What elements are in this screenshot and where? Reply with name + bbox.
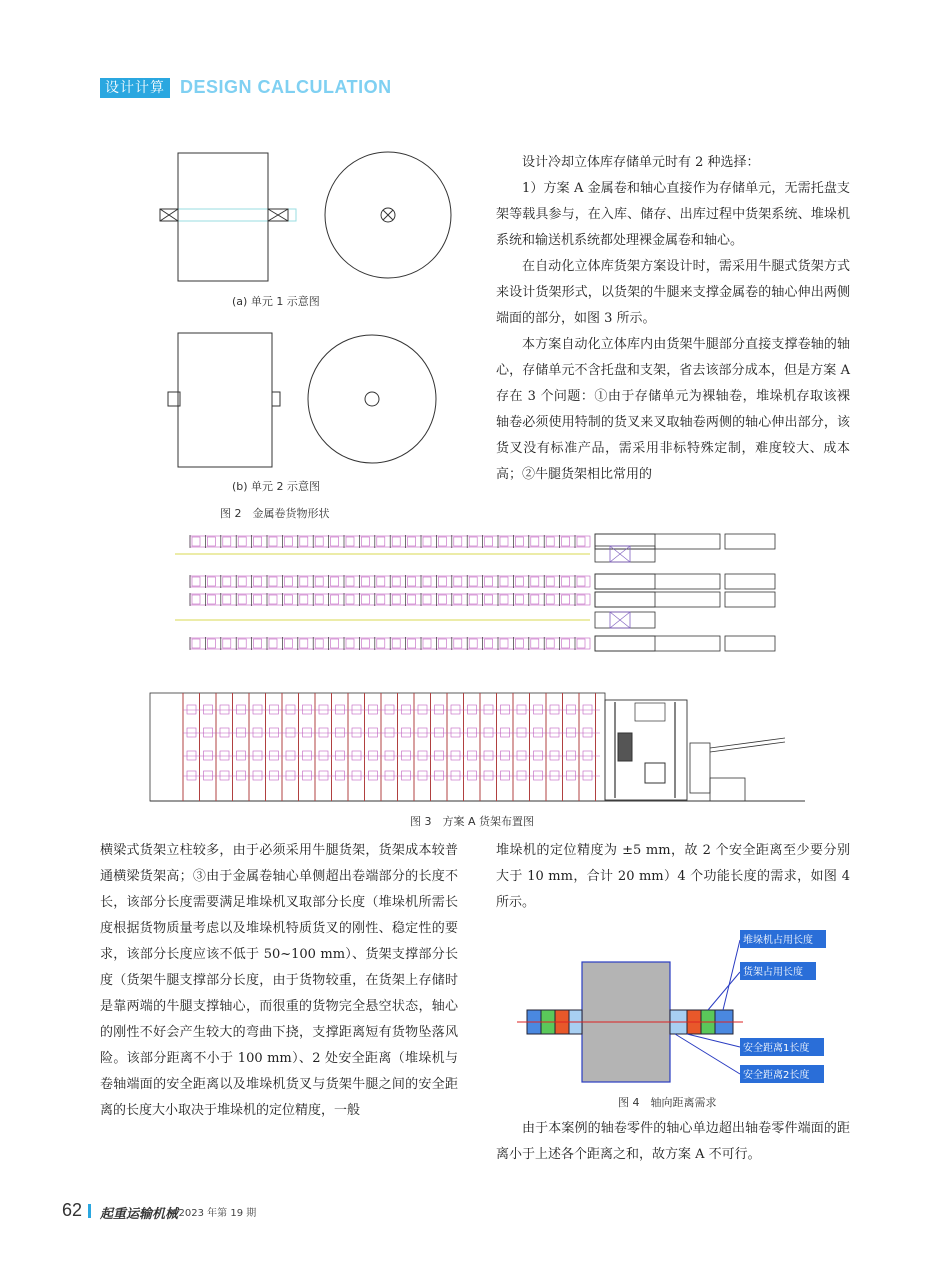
issue-info: / 2023 年第 19 期 bbox=[172, 1208, 257, 1219]
paragraph: 堆垛机的定位精度为 ±5 mm，故 2 个安全距离至少要分别大于 10 mm，合计 20 mm）4 个功能长度的需求，如图 4 所示。 bbox=[496, 843, 850, 910]
fig4-label-safety2: 安全距离2长度 bbox=[743, 1070, 810, 1081]
paragraph: 1）方案 A 金属卷和轴心直接作为存储单元，无需托盘支架等载具参与，在入库、储存、出库过程中货架系统、堆垛机系统和输送机系统都处理裸金属卷和轴心。 bbox=[496, 181, 850, 248]
right-column-bottom-2 bbox=[496, 1116, 850, 1168]
figure2b-caption: (b) 单元 2 示意图 bbox=[232, 480, 321, 493]
left-column-bottom bbox=[100, 838, 458, 1124]
figure2a-caption: (a) 单元 1 示意图 bbox=[232, 295, 320, 308]
fig4-label-stacker: 堆垛机占用长度 bbox=[743, 935, 813, 946]
right-column-bottom-1 bbox=[496, 838, 850, 916]
fig4-label-rack: 货架占用长度 bbox=[743, 967, 803, 978]
figure3-plan-view bbox=[170, 528, 780, 658]
paragraph: 横梁式货架立柱较多，由于必须采用牛腿货架，货架成本较普通横梁货架高；③由于金属卷轴心单侧超出卷端部分的长度不长，该部分长度需要满足堆垛机叉取部分长度（堆垛机所需长度根据货物质量考虑以及堆垛机特质货叉的刚性、稳定性的要求，该部分长度应该不低于 50~100 mm）、货架支撑部分长度（货架牛腿支撑部分长度，由于货物较重，在货架上存储时是靠两端的牛腿支撑轴心，而很重的货物完全悬空状态，轴心的刚性不好会产生较大的弯曲下挠，支撑距离短有货物坠落风险。该部分距离不小于 100 mm）、2 处安全距离（堆垛机与卷轴端面的安全距离以及堆垛机货叉与货架牛腿之间的安全距离的长度大小取决于堆垛机的定位精度，一般 bbox=[100, 843, 458, 1118]
figure4-caption: 图 4 轴向距离需求 bbox=[618, 1096, 717, 1109]
paragraph: 由于本案例的轴卷零件的轴心单边超出轴卷零件端面的距离小于上述各个距离之和，故方案 A 不可行。 bbox=[496, 1121, 850, 1162]
footer-divider bbox=[88, 1204, 91, 1218]
fig4-label-safety1: 安全距离1长度 bbox=[743, 1043, 810, 1054]
figure3-caption: 图 3 方案 A 货架布置图 bbox=[410, 815, 535, 828]
right-column-top bbox=[496, 150, 850, 488]
paragraph: 设计冷却立体库存储单元时有 2 种选择： bbox=[522, 155, 760, 170]
section-title-en: DESIGN CALCULATION bbox=[180, 77, 392, 97]
section-tag: 设计计算 bbox=[100, 78, 170, 98]
paragraph: 本方案自动化立体库内由货架牛腿部分直接支撑卷轴的轴心，存储单元不含托盘和支架，省去该部分成本，但是方案 A 存在 3 个问题：①由于存储单元为裸轴卷，堆垛机存取该裸轴卷必须使用特制的货叉来叉取轴卷两侧的轴心伸出部分，该货叉没有标准产品，需采用非标特殊定制，难度较大、成本高；②牛腿货架相比常用的 bbox=[496, 337, 850, 482]
figure2-caption: 图 2 金属卷货物形状 bbox=[220, 507, 330, 520]
figure2b-drawing bbox=[150, 328, 460, 476]
figure2a-drawing bbox=[150, 148, 460, 298]
page-number: 62 bbox=[62, 1200, 83, 1220]
journal-name: 起重运输机械 bbox=[100, 1207, 179, 1222]
figure3-elevation-view bbox=[145, 688, 810, 808]
paragraph: 在自动化立体库货架方案设计时，需采用牛腿式货架方式来设计货架形式，以货架的牛腿来支撑金属卷的轴心伸出两侧端面的部分，如图 3 所示。 bbox=[496, 259, 850, 326]
figure4-drawing bbox=[515, 922, 845, 1090]
